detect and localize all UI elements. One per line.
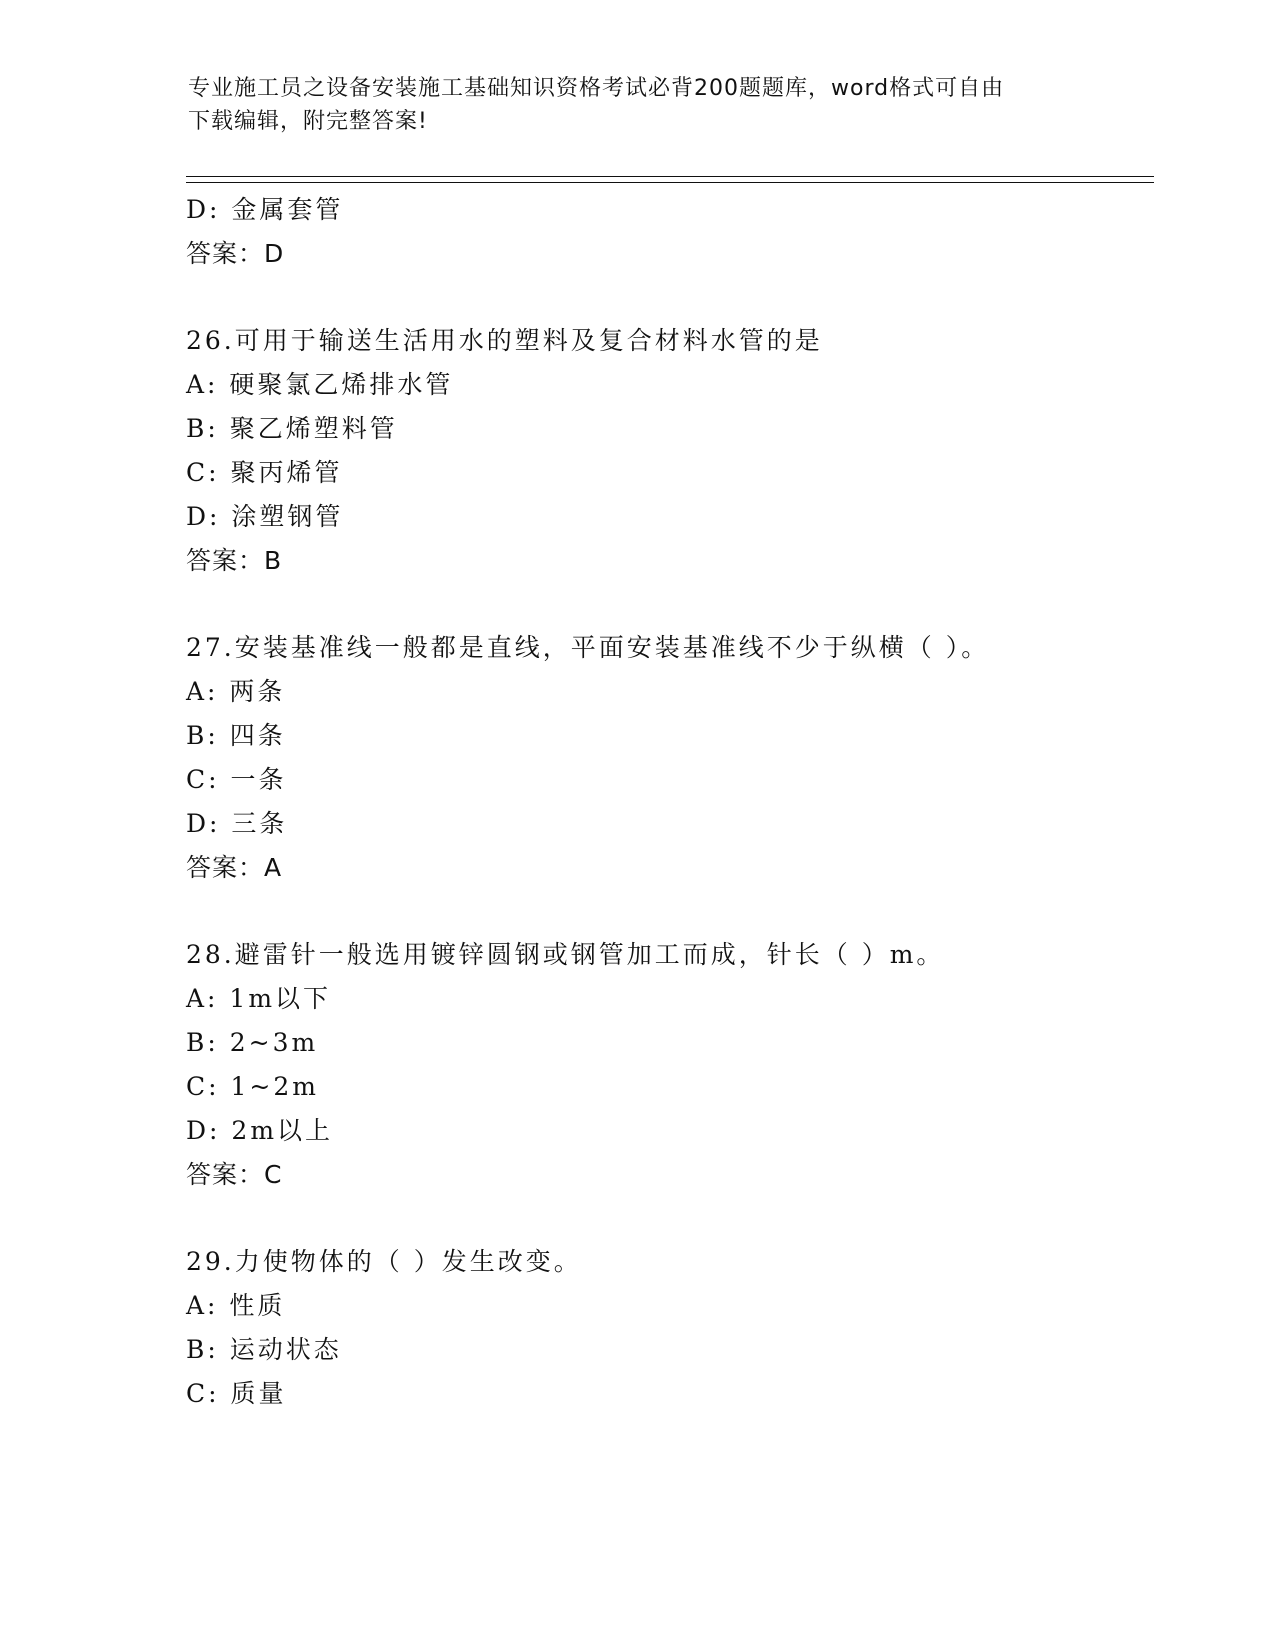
option-c: C: 聚丙烯管 [186, 458, 343, 487]
question-stem: 26.可用于输送生活用水的塑料及复合材料水管的是 [186, 326, 823, 355]
option-d: D: 三条 [186, 809, 288, 838]
option-d: D: 金属套管 [186, 195, 344, 224]
question-stem: 29.力使物体的（ ）发生改变。 [186, 1247, 582, 1276]
option-b: B: 运动状态 [186, 1335, 342, 1364]
option-c: C: 1~2m [186, 1072, 319, 1101]
answer: 答案：A [186, 853, 283, 882]
option-c: C: 质量 [186, 1379, 287, 1408]
answer: 答案：D [186, 239, 285, 268]
option-a: A: 性质 [186, 1291, 286, 1320]
header-line-2: 下载编辑，附完整答案! [188, 109, 428, 134]
question-stem: 27.安装基准线一般都是直线，平面安装基准线不少于纵横（ ）。 [186, 633, 990, 662]
option-b: B: 四条 [186, 721, 286, 750]
header-line-1: 专业施工员之设备安装施工基础知识资格考试必背200题题库，word格式可自由 [188, 76, 1005, 101]
option-d: D: 涂塑钢管 [186, 502, 344, 531]
option-b: B: 2~3m [186, 1028, 319, 1057]
header-rule-top [186, 176, 1154, 177]
question-stem: 28.避雷针一般选用镀锌圆钢或钢管加工而成，针长（ ）m。 [186, 940, 945, 969]
option-c: C: 一条 [186, 765, 287, 794]
option-a: A: 两条 [186, 677, 286, 706]
option-a: A: 1m以下 [186, 984, 332, 1013]
answer: 答案：B [186, 546, 283, 575]
answer: 答案：C [186, 1160, 283, 1189]
document-header [188, 72, 1088, 138]
option-d: D: 2m以上 [186, 1116, 334, 1145]
option-a: A: 硬聚氯乙烯排水管 [186, 370, 454, 399]
option-b: B: 聚乙烯塑料管 [186, 414, 398, 443]
header-rule-bottom [186, 182, 1154, 183]
